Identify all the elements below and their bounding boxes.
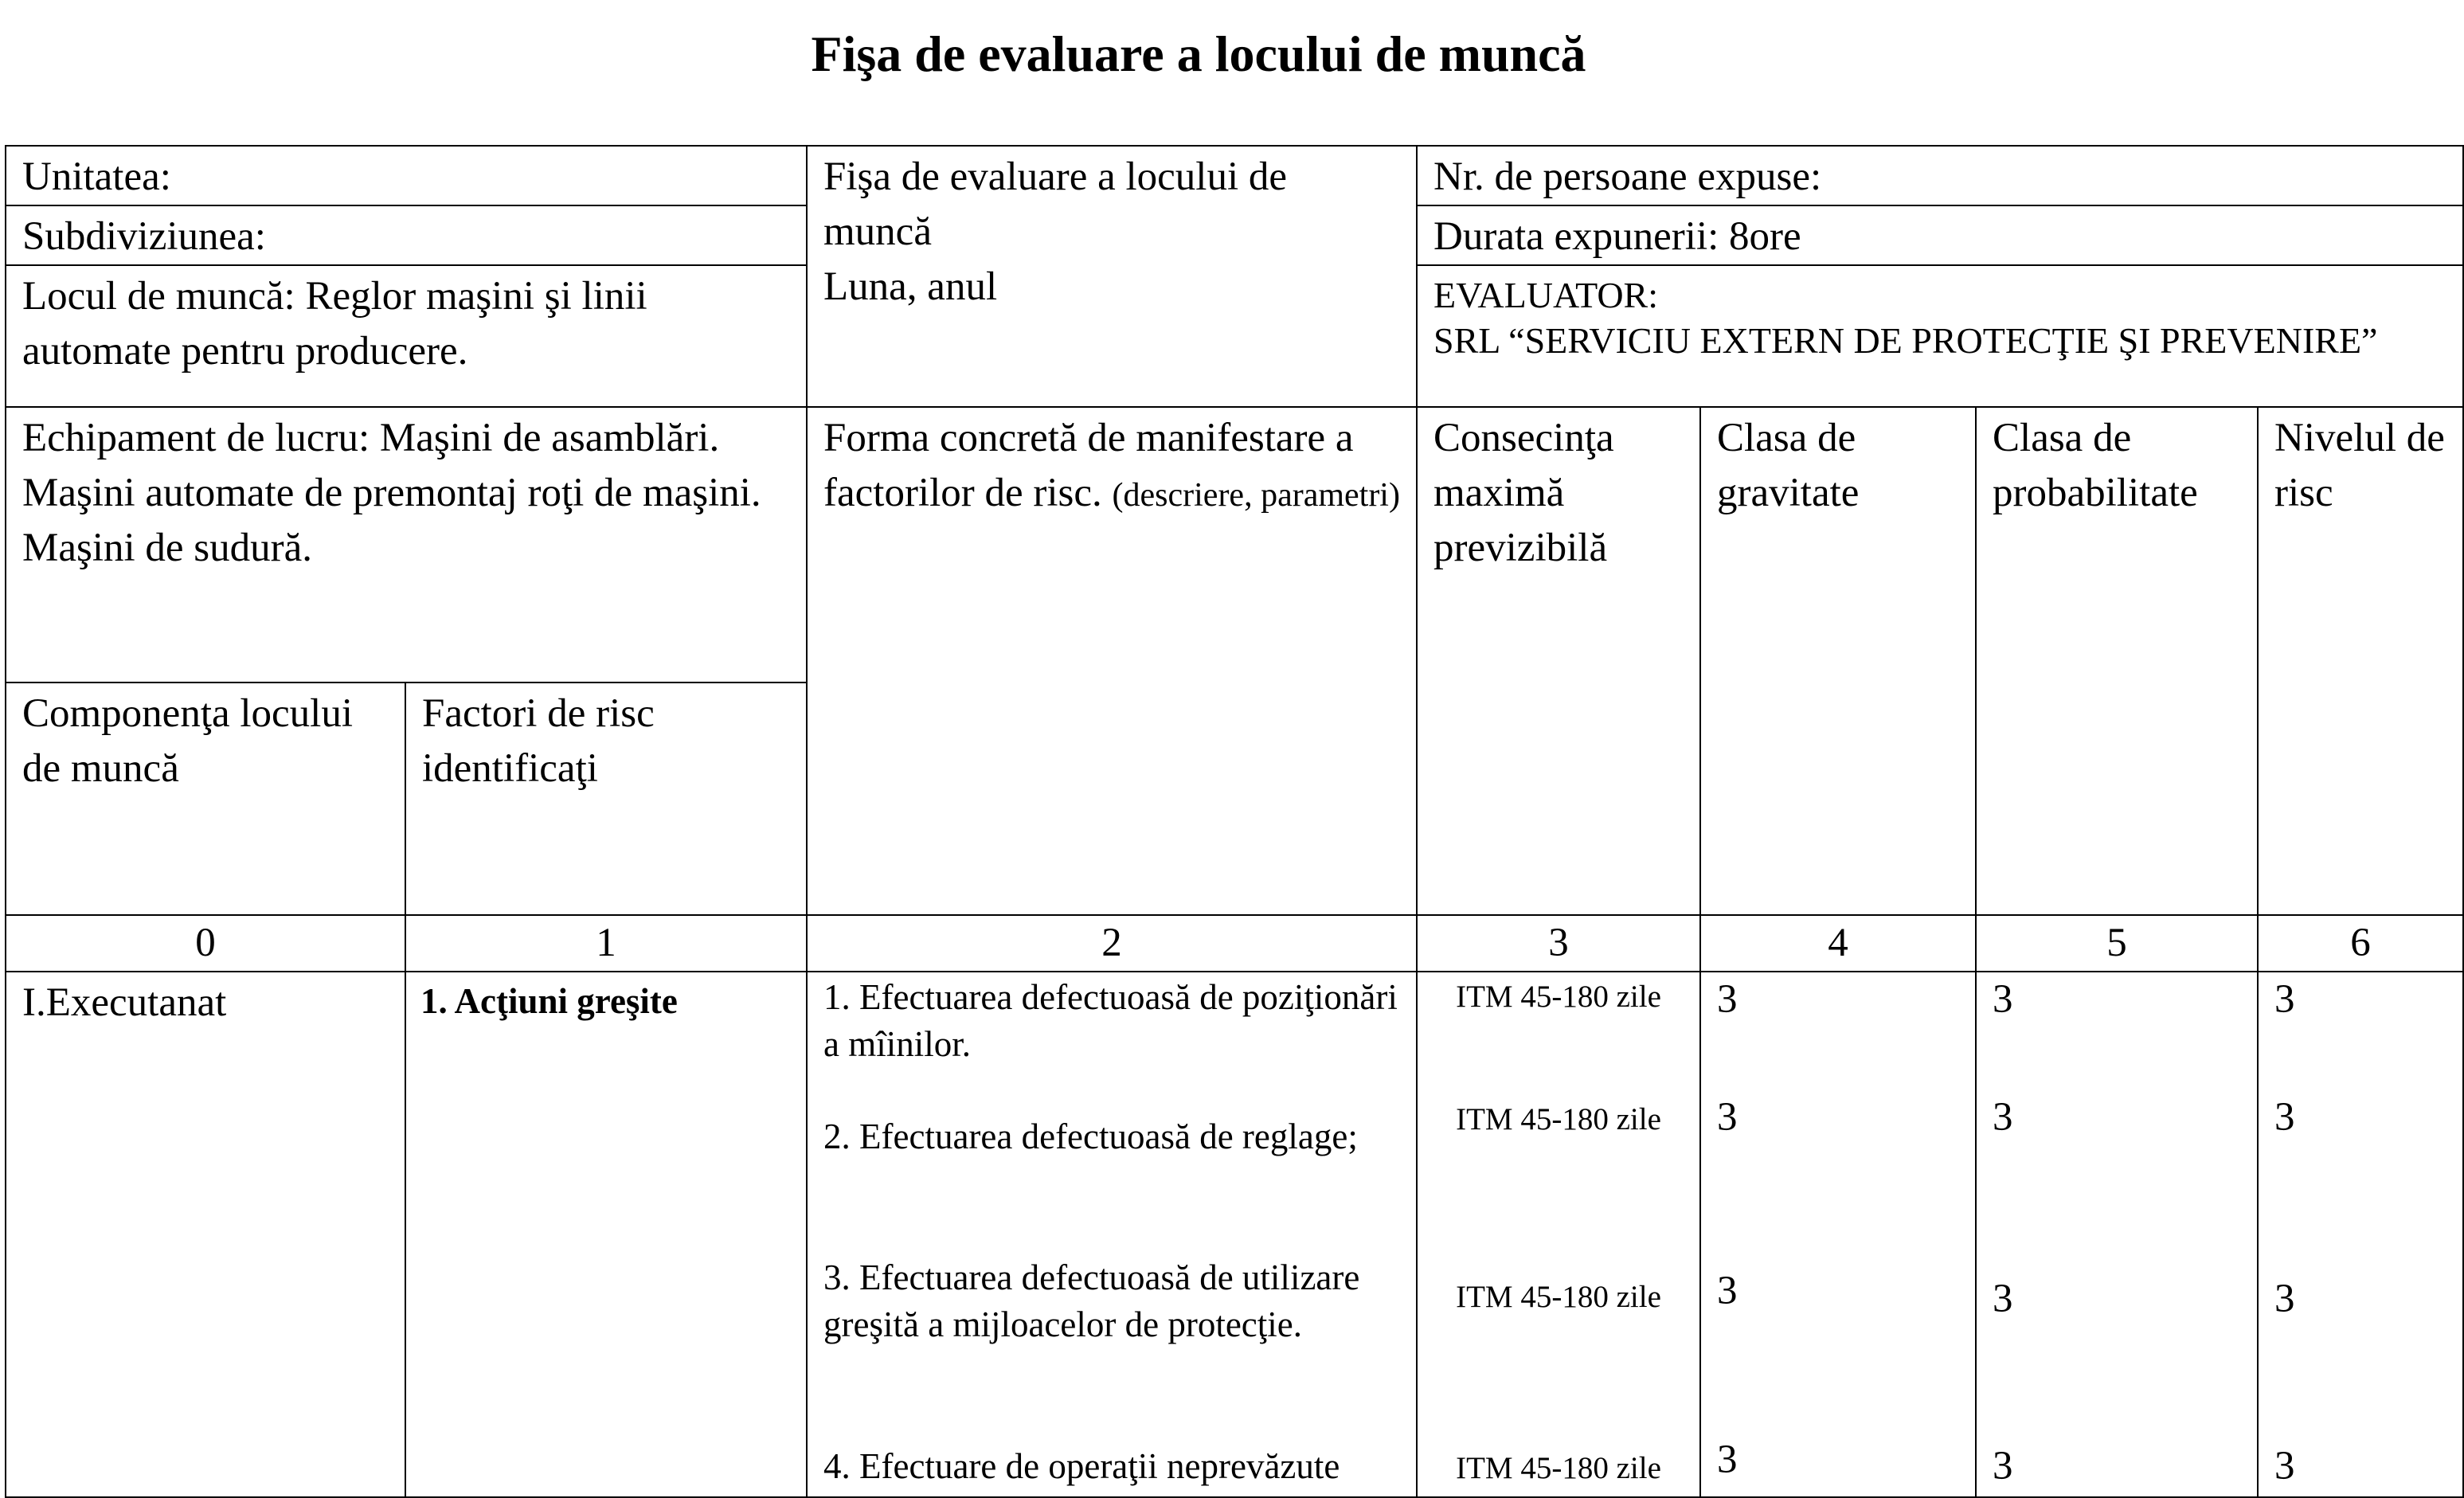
- factori-text: Factori de risc identificaţi: [422, 691, 655, 791]
- fisa-cell: [807, 146, 1417, 407]
- component-cell: [6, 972, 405, 1497]
- component-label: I.Executanat: [22, 980, 227, 1025]
- fisa-title-text: Fişa de evaluare a locului de muncă: [823, 154, 1288, 254]
- description-cell: [807, 972, 1417, 1497]
- luna-anul-text: Luna, anul: [823, 264, 998, 309]
- gravitate-cell: [1700, 972, 1976, 1497]
- nivel-text: Nivelul de risc: [2274, 416, 2445, 515]
- nivel-value: 3: [2274, 1095, 2295, 1140]
- column-number-1: 1: [405, 915, 807, 972]
- consequence-cell: [1417, 972, 1700, 1497]
- factor-label: 1. Acţiuni greşite: [420, 981, 678, 1021]
- column-number-6: 6: [2258, 915, 2463, 972]
- echipament-cell: [6, 407, 807, 683]
- nivel-header: [2258, 407, 2463, 915]
- unitatea-cell: [6, 146, 807, 205]
- componenta-text: Componenţa locului de muncă: [22, 691, 354, 791]
- probabilitate-header: [1976, 407, 2258, 915]
- probabilitate-value: 3: [1993, 977, 2013, 1022]
- gravitate-text: Clasa de gravitate: [1717, 416, 1860, 515]
- nivel-value: 3: [2274, 977, 2295, 1022]
- risk-description: 2. Efectuarea defectuoasă de reglage;: [823, 1117, 1358, 1156]
- subdiviziunea-label: Subdiviziunea:: [22, 214, 266, 259]
- column-number-0: 0: [6, 915, 405, 972]
- gravitate-value: 3: [1717, 1095, 1738, 1140]
- nr-persoane-label: Nr. de persoane expuse:: [1433, 154, 1822, 199]
- locul-de-munca-cell: [6, 265, 807, 407]
- factori-header: [405, 683, 807, 915]
- nr-persoane-cell: [1417, 146, 2463, 205]
- gravitate-header: [1700, 407, 1976, 915]
- consequence-value: ITM 45-180 zile: [1456, 1102, 1661, 1136]
- probabilitate-value: 3: [1993, 1277, 2013, 1321]
- probabilitate-cell: [1976, 972, 2258, 1497]
- unitatea-label: Unitatea:: [22, 154, 171, 199]
- locul-de-munca-label: Locul de muncă: Reglor maşini şi linii automate pentru producere.: [22, 274, 647, 374]
- consequence-value: ITM 45-180 zile: [1456, 980, 1661, 1014]
- gravitate-value: 3: [1717, 1269, 1738, 1313]
- nivel-value: 3: [2274, 1444, 2295, 1488]
- echipament-text: Echipament de lucru: Maşini de asamblări. Maşini automate de premontaj roţi de maşini. Maşini de sudură.: [22, 416, 761, 570]
- durata-cell: [1417, 205, 2463, 265]
- factor-cell: [405, 972, 807, 1497]
- durata-label: Durata expunerii: 8ore: [1433, 214, 1801, 259]
- column-number-3: 3: [1417, 915, 1700, 972]
- page-title: Fişa de evaluare a locului de muncă: [811, 25, 1586, 82]
- consequence-value: ITM 45-180 zile: [1456, 1280, 1661, 1314]
- risk-description: 1. Efectuarea defectuoasă de poziţionări a mîinilor.: [823, 977, 1398, 1064]
- nivel-cell: [2258, 972, 2463, 1497]
- gravitate-value: 3: [1717, 1437, 1738, 1482]
- consecinta-header: [1417, 407, 1700, 915]
- column-number-5: 5: [1976, 915, 2258, 972]
- nivel-value: 3: [2274, 1277, 2295, 1321]
- subdiviziunea-cell: [6, 205, 807, 265]
- probabilitate-value: 3: [1993, 1095, 2013, 1140]
- evaluator-label: EVALUATOR:: [1433, 275, 1659, 315]
- probabilitate-text: Clasa de probabilitate: [1993, 416, 2198, 515]
- forma-header: [807, 407, 1417, 915]
- evaluator-cell: [1417, 265, 2463, 407]
- consequence-value: ITM 45-180 zile: [1456, 1451, 1661, 1485]
- evaluation-form-table: [5, 145, 2464, 1498]
- risk-description: 4. Efectuare de operaţii neprevăzute: [823, 1446, 1340, 1486]
- probabilitate-value: 3: [1993, 1444, 2013, 1488]
- evaluator-name: SRL “SERVICIU EXTERN DE PROTECŢIE ŞI PREVENIRE”: [1433, 320, 2378, 361]
- componenta-header: [6, 683, 405, 915]
- consecinta-text: Consecinţa maximă previzibilă: [1433, 416, 1614, 570]
- forma-main-text: Forma concretă de manifestare a factorilor de risc.: [823, 416, 1354, 515]
- gravitate-value: 3: [1717, 977, 1738, 1022]
- column-number-4: 4: [1700, 915, 1976, 972]
- forma-note-text: (descriere, parametri): [1112, 477, 1400, 514]
- column-number-2: 2: [807, 915, 1417, 972]
- risk-description: 3. Efectuarea defectuoasă de utilizare greşită a mijloacelor de protecţie.: [823, 1257, 1360, 1344]
